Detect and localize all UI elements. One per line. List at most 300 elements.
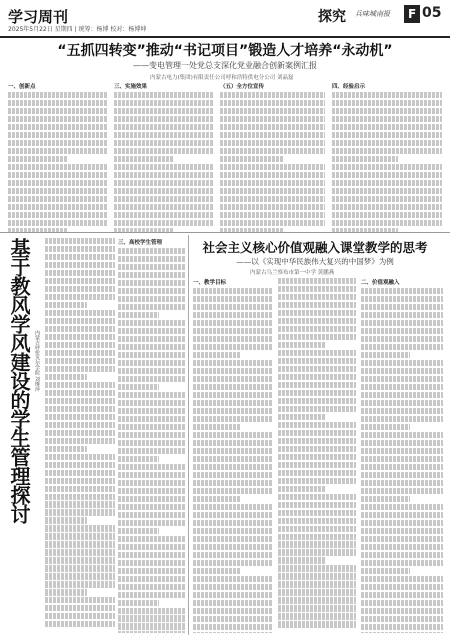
body-text-line: [278, 534, 356, 540]
body-text-line: [193, 584, 273, 590]
body-text-line: [45, 462, 115, 468]
body-text-line: [118, 512, 186, 518]
body-text-line: [45, 398, 115, 404]
body-text-line: [118, 336, 186, 342]
body-text-line: [8, 140, 108, 146]
body-text-line: [220, 116, 325, 122]
body-text-line: [45, 406, 115, 412]
body-text-line: [361, 576, 443, 582]
body-text-line: [278, 573, 356, 579]
article2-column-2: [118, 238, 186, 633]
body-text-line: [361, 368, 443, 374]
body-text-line: [45, 254, 115, 260]
article3-title: 社会主义核心价值观融入课堂教学的思考: [202, 240, 428, 255]
body-text-line: [45, 358, 115, 364]
body-text-line: [45, 517, 87, 523]
body-text-line: [332, 148, 442, 154]
body-text-line: [278, 398, 356, 404]
body-text-line: [193, 368, 273, 374]
body-text-line: [114, 172, 214, 178]
body-text-line: [193, 560, 273, 566]
body-text-line: [193, 608, 273, 614]
body-text-line: [220, 204, 325, 210]
body-text-line: [118, 384, 159, 390]
body-text-line: [278, 565, 356, 571]
body-text-line: [118, 368, 186, 374]
body-text-line: [118, 392, 186, 398]
body-text-line: [45, 621, 115, 627]
body-text-line: [45, 509, 115, 515]
body-text-line: [193, 352, 241, 358]
body-text-line: [118, 352, 186, 358]
body-text-line: [118, 248, 186, 254]
body-text-line: [193, 400, 273, 406]
section-name: 探究: [318, 9, 346, 25]
article1-column-3: [220, 82, 325, 232]
body-text-line: [278, 589, 356, 595]
body-text-line: [118, 528, 159, 534]
body-text-line: [45, 533, 115, 539]
body-text-line: [361, 592, 443, 598]
body-text-line: [193, 568, 241, 574]
body-text-line: [118, 440, 186, 446]
body-text-line: [278, 486, 325, 492]
body-text-line: [8, 148, 108, 154]
body-text-line: [118, 256, 186, 262]
body-text-line: [278, 581, 356, 587]
body-text-line: [114, 108, 214, 114]
body-text-line: [332, 124, 442, 130]
body-text-line: [118, 288, 186, 294]
body-text-line: [332, 180, 442, 186]
body-text-line: [361, 360, 443, 366]
body-text-line: [361, 528, 443, 534]
body-text-line: [278, 350, 356, 356]
body-text-line: [220, 172, 325, 178]
body-text-line: [8, 132, 108, 138]
body-text-line: [114, 164, 214, 170]
body-text-line: [45, 278, 115, 284]
body-text-line: [45, 549, 115, 555]
body-text-line: [193, 624, 273, 630]
body-text-line: [193, 408, 273, 414]
body-text-line: [361, 544, 443, 550]
body-text-line: [118, 464, 186, 470]
body-text-line: [361, 512, 443, 518]
body-text-line: [45, 382, 115, 388]
body-text-line: [278, 358, 356, 364]
body-text-line: [193, 520, 273, 526]
body-text-line: [220, 180, 325, 186]
section-heading: 二、价值观融入: [361, 280, 400, 286]
body-text-line: [8, 212, 108, 218]
body-text-line: [45, 414, 115, 420]
body-text-line: [361, 568, 410, 574]
body-text-line: [118, 488, 186, 494]
body-text-line: [45, 422, 115, 428]
body-text-line: [193, 496, 241, 502]
body-text-line: [220, 220, 325, 226]
body-text-line: [8, 196, 108, 202]
body-text-line: [278, 382, 356, 388]
body-text-line: [361, 336, 443, 342]
body-text-line: [361, 424, 410, 430]
body-text-line: [278, 366, 356, 372]
body-text-line: [45, 557, 115, 563]
body-text-line: [278, 613, 356, 619]
body-text-line: [193, 472, 273, 478]
body-text-line: [45, 262, 115, 268]
article3-subtitle: ——以《实现中华民族伟大复兴的中国梦》为例: [236, 257, 394, 266]
body-text-line: [118, 408, 186, 414]
body-text-line: [332, 172, 442, 178]
body-text-line: [45, 390, 115, 396]
body-text-line: [114, 156, 174, 162]
body-text-line: [278, 422, 356, 428]
body-text-line: [45, 501, 115, 507]
body-text-line: [45, 310, 115, 316]
section-heading: （五）全方位宣传: [220, 84, 265, 90]
body-text-line: [114, 204, 214, 210]
body-text-line: [278, 605, 356, 611]
body-text-line: [114, 124, 214, 130]
body-text-line: [193, 336, 273, 342]
body-text-line: [361, 632, 443, 633]
body-text-line: [361, 552, 443, 558]
body-text-line: [118, 584, 186, 590]
body-text-line: [8, 172, 108, 178]
page-letter-badge: F: [404, 5, 420, 23]
body-text-line: [332, 140, 442, 146]
body-text-line: [8, 108, 108, 114]
body-text-line: [45, 286, 115, 292]
body-text-line: [118, 400, 186, 406]
body-text-line: [193, 432, 273, 438]
body-text-line: [118, 376, 186, 382]
body-text-line: [193, 488, 273, 494]
body-text-line: [332, 156, 398, 162]
body-text-line: [45, 454, 115, 460]
body-text-line: [193, 360, 273, 366]
body-text-line: [278, 374, 356, 380]
body-text-line: [278, 470, 356, 476]
body-text-line: [193, 480, 273, 486]
body-text-line: [118, 504, 186, 510]
body-text-line: [278, 541, 356, 547]
body-text-line: [193, 424, 241, 430]
body-text-line: [361, 480, 443, 486]
body-text-line: [332, 204, 442, 210]
body-text-line: [278, 446, 356, 452]
body-text-line: [361, 472, 443, 478]
body-text-line: [114, 188, 214, 194]
body-text-line: [278, 462, 356, 468]
body-text-line: [361, 384, 443, 390]
body-text-line: [361, 584, 443, 590]
body-text-line: [118, 360, 186, 366]
body-text-line: [8, 100, 108, 106]
body-text-line: [361, 320, 443, 326]
body-text-line: [45, 334, 115, 340]
body-text-line: [114, 196, 214, 202]
body-text-line: [332, 220, 442, 226]
body-text-line: [114, 180, 214, 186]
issue-meta: 2025年5月22日 星期四 | 统筹：杨博 校对：杨博坤: [8, 26, 147, 33]
body-text-line: [118, 480, 186, 486]
body-text-line: [361, 432, 443, 438]
body-text-line: [118, 456, 159, 462]
body-text-line: [8, 164, 108, 170]
body-text-line: [45, 294, 115, 300]
body-text-line: [361, 520, 443, 526]
article1-title: “五抓四转变”推动“书记项目”锻造人才培养“永动机”: [57, 43, 393, 59]
body-text-line: [118, 432, 186, 438]
body-text-line: [361, 304, 443, 310]
body-text-line: [278, 526, 356, 532]
body-text-line: [114, 148, 214, 154]
body-text-line: [278, 294, 356, 300]
body-text-line: [193, 592, 273, 598]
body-text-line: [193, 512, 273, 518]
body-text-line: [45, 525, 115, 531]
body-text-line: [118, 592, 186, 598]
body-text-line: [361, 608, 443, 614]
body-text-line: [361, 352, 410, 358]
body-text-line: [361, 600, 443, 606]
body-text-line: [220, 148, 325, 154]
body-text-line: [361, 448, 443, 454]
body-text-line: [118, 615, 186, 621]
body-text-line: [361, 536, 443, 542]
body-text-line: [45, 302, 87, 308]
body-text-line: [45, 589, 87, 595]
body-text-line: [361, 624, 443, 630]
body-text-line: [118, 320, 186, 326]
section-heading: 一、教学目标: [193, 280, 227, 286]
body-text-line: [361, 296, 443, 302]
body-text-line: [361, 488, 443, 494]
body-text-line: [193, 384, 273, 390]
article1-byline: 内蒙古电力(集团)有限责任公司呼和浩特供电分公司 刘晶磊: [150, 75, 294, 81]
body-text-line: [332, 100, 442, 106]
masthead: [0, 0, 450, 38]
body-text-line: [332, 92, 442, 98]
body-text-line: [118, 536, 186, 542]
body-text-line: [278, 310, 356, 316]
body-text-line: [220, 156, 283, 162]
article3-column-1: [193, 278, 273, 633]
body-text-line: [193, 304, 273, 310]
body-text-line: [361, 328, 443, 334]
body-text-line: [45, 613, 115, 619]
body-text-line: [45, 430, 115, 436]
article1-column-4: [332, 82, 442, 232]
article1-column-2: [114, 82, 214, 232]
article3-column-3: [361, 278, 443, 633]
article3-byline: 内蒙古乌兰察布市第一中学 黄鹏燕: [250, 270, 335, 276]
body-text-line: [114, 140, 214, 146]
body-text-line: [193, 312, 273, 318]
body-text-line: [193, 392, 273, 398]
body-text-line: [193, 616, 273, 622]
body-text-line: [220, 132, 325, 138]
body-text-line: [118, 520, 186, 526]
body-text-line: [8, 220, 108, 226]
body-text-line: [193, 552, 273, 558]
body-text-line: [114, 212, 214, 218]
article1-subtitle: ——变电管理一处党总支深化党业融合创新案例汇报: [133, 61, 317, 70]
body-text-line: [114, 116, 214, 122]
body-text-line: [278, 454, 356, 460]
body-text-line: [45, 486, 115, 492]
body-text-line: [45, 374, 87, 380]
body-text-line: [45, 470, 115, 476]
body-text-line: [193, 464, 273, 470]
body-text-line: [114, 220, 214, 226]
body-text-line: [118, 344, 186, 350]
body-text-line: [220, 164, 325, 170]
body-text-line: [118, 312, 159, 318]
body-text-line: [361, 288, 443, 294]
section-heading: 四、经验启示: [332, 84, 366, 90]
body-text-line: [332, 196, 442, 202]
article2-title: 基于教风学风建设的学生管理探讨: [7, 238, 31, 523]
section-heading: 三、高校学生管理: [118, 240, 163, 246]
body-text-line: [118, 264, 186, 270]
body-text-line: [278, 302, 356, 308]
body-text-line: [361, 408, 443, 414]
body-text-line: [278, 502, 356, 508]
body-text-line: [332, 164, 442, 170]
body-text-line: [278, 414, 325, 420]
body-text-line: [361, 344, 443, 350]
body-text-line: [193, 296, 273, 302]
body-text-line: [45, 246, 115, 252]
body-text-line: [114, 100, 214, 106]
body-text-line: [45, 494, 115, 500]
body-text-line: [193, 632, 273, 633]
body-text-line: [332, 188, 442, 194]
body-text-line: [45, 270, 115, 276]
body-text-line: [45, 581, 115, 587]
body-text-line: [45, 446, 87, 452]
body-text-line: [45, 350, 115, 356]
body-text-line: [45, 565, 115, 571]
body-text-line: [332, 108, 442, 114]
body-text-line: [118, 280, 186, 286]
body-text-line: [193, 528, 273, 534]
body-text-line: [278, 326, 356, 332]
body-text-line: [118, 328, 186, 334]
body-text-line: [278, 342, 325, 348]
body-text-line: [361, 504, 443, 510]
body-text-line: [278, 518, 356, 524]
body-text-line: [8, 156, 68, 162]
body-text-line: [278, 430, 356, 436]
body-text-line: [220, 196, 325, 202]
page-number: 05: [422, 5, 442, 21]
body-text-line: [220, 212, 325, 218]
body-text-line: [278, 478, 356, 484]
body-text-line: [361, 616, 443, 622]
body-text-line: [193, 448, 273, 454]
body-text-line: [278, 286, 356, 292]
body-text-line: [45, 342, 115, 348]
body-text-line: [220, 108, 325, 114]
body-text-line: [220, 188, 325, 194]
body-text-line: [361, 496, 410, 502]
body-text-line: [118, 424, 186, 430]
body-text-line: [118, 416, 186, 422]
body-text-line: [220, 100, 325, 106]
body-text-line: [193, 600, 273, 606]
body-text-line: [220, 140, 325, 146]
newspaper-name: 学习周刊: [8, 8, 69, 26]
body-text-line: [118, 623, 186, 629]
body-text-line: [114, 132, 214, 138]
body-text-line: [193, 416, 273, 422]
body-text-line: [193, 456, 273, 462]
body-text-line: [361, 392, 443, 398]
divider-vertical: [188, 235, 189, 635]
section-heading: 三、实施效果: [114, 84, 148, 90]
body-text-line: [193, 576, 273, 582]
body-text-line: [361, 312, 443, 318]
body-text-line: [118, 448, 186, 454]
body-text-line: [8, 188, 108, 194]
body-text-line: [278, 494, 356, 500]
article1-column-1: [8, 82, 108, 232]
body-text-line: [45, 597, 115, 603]
body-text-line: [118, 560, 186, 566]
body-text-line: [45, 478, 115, 484]
body-text-line: [118, 600, 159, 606]
body-text-line: [220, 92, 325, 98]
body-text-line: [118, 631, 186, 633]
body-text-line: [118, 568, 186, 574]
brand-logo: 兵味城南报: [355, 10, 390, 18]
body-text-line: [45, 318, 115, 324]
body-text-line: [278, 621, 356, 627]
body-text-line: [278, 334, 356, 340]
body-text-line: [332, 132, 442, 138]
body-text-line: [118, 304, 186, 310]
body-text-line: [278, 318, 356, 324]
body-text-line: [193, 504, 273, 510]
article2-byline: 内蒙古呼伦贝尔学院 刘继萍: [34, 330, 40, 392]
body-text-line: [45, 605, 115, 611]
body-text-line: [332, 116, 442, 122]
article2-column-1: [45, 238, 115, 633]
body-text-line: [193, 544, 273, 550]
body-text-line: [332, 212, 442, 218]
body-text-line: [45, 238, 115, 244]
body-text-line: [45, 326, 115, 332]
body-text-line: [220, 124, 325, 130]
body-text-line: [361, 464, 443, 470]
body-text-line: [8, 92, 108, 98]
body-text-line: [8, 116, 108, 122]
body-text-line: [118, 496, 186, 502]
body-text-line: [193, 536, 273, 542]
section-heading: 一、创新点: [8, 84, 36, 90]
body-text-line: [8, 204, 108, 210]
body-text-line: [118, 608, 186, 614]
body-text-line: [278, 510, 356, 516]
body-text-line: [118, 296, 186, 302]
body-text-line: [193, 288, 273, 294]
body-text-line: [118, 472, 186, 478]
